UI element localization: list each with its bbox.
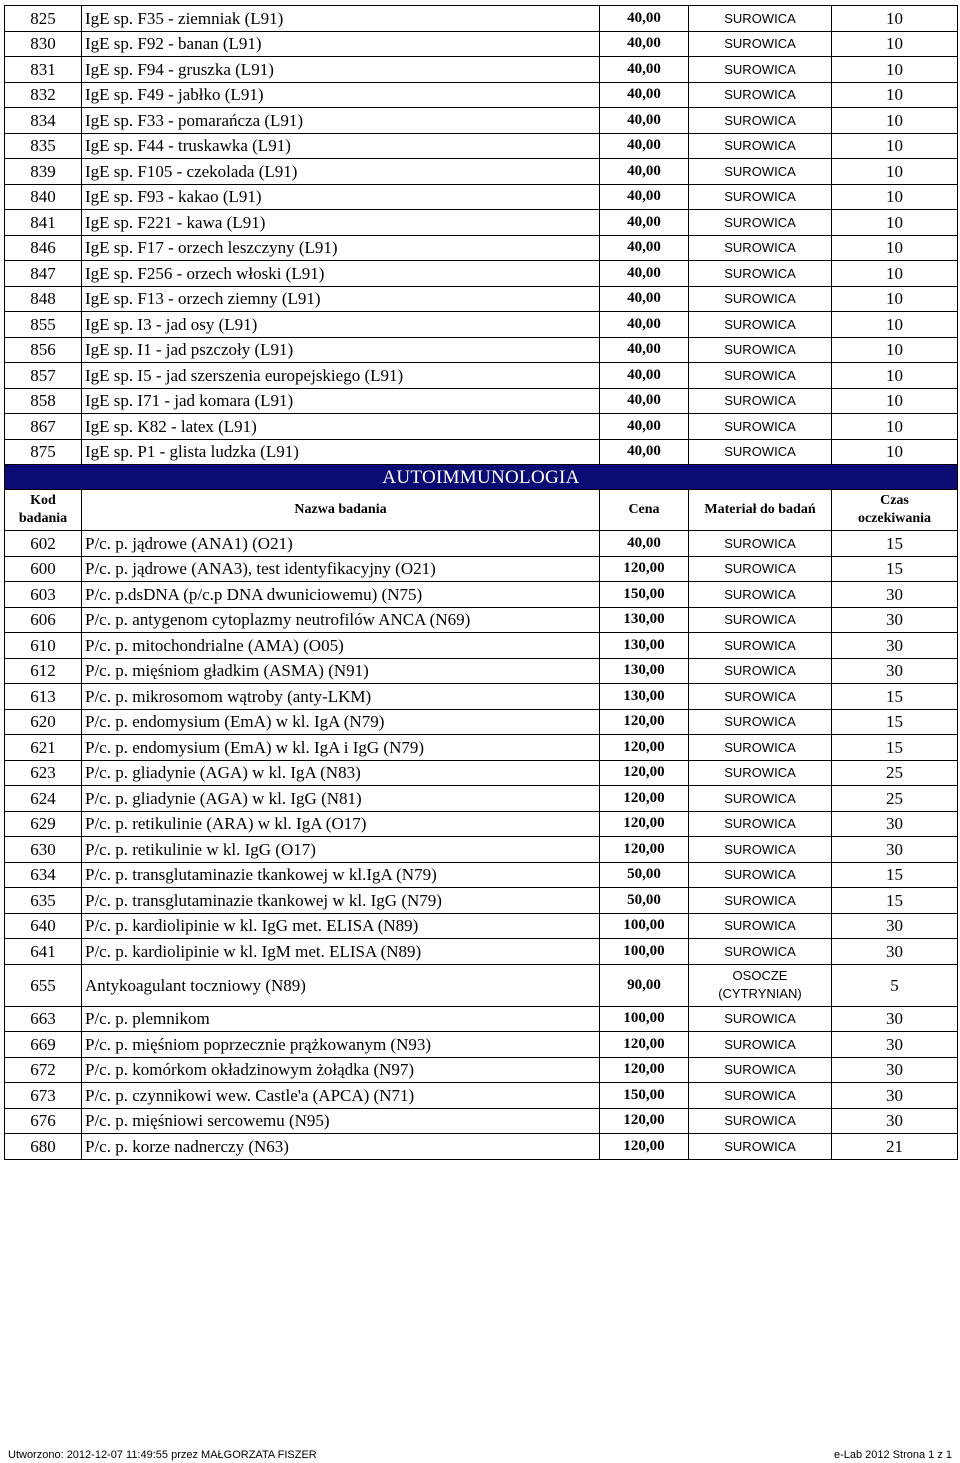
- row-price: 50,00: [600, 862, 689, 888]
- table-row: [5, 709, 958, 735]
- row-material: SUROWICA: [689, 337, 832, 363]
- row-code: 825: [5, 6, 82, 32]
- row-time: 10: [832, 6, 958, 32]
- row-material: SUROWICA: [689, 210, 832, 236]
- row-code: 676: [5, 1108, 82, 1134]
- row-code: 846: [5, 235, 82, 261]
- row-time: 30: [832, 913, 958, 939]
- row-price: 40,00: [600, 184, 689, 210]
- row-price: 40,00: [600, 57, 689, 83]
- row-time: 10: [832, 261, 958, 287]
- row-price: 40,00: [600, 6, 689, 32]
- row-code: 620: [5, 709, 82, 735]
- row-material: SUROWICA: [689, 414, 832, 440]
- row-material: SUROWICA: [689, 388, 832, 414]
- row-material: SUROWICA: [689, 735, 832, 761]
- row-material: SUROWICA: [689, 1057, 832, 1083]
- row-code: 672: [5, 1057, 82, 1083]
- row-time: 25: [832, 760, 958, 786]
- row-code: 841: [5, 210, 82, 236]
- row-code: 875: [5, 439, 82, 465]
- row-price: 120,00: [600, 837, 689, 863]
- row-code: 840: [5, 184, 82, 210]
- row-name: P/c. p. mitochondrialne (AMA) (O05): [82, 633, 600, 659]
- row-price: 120,00: [600, 760, 689, 786]
- row-material: SUROWICA: [689, 31, 832, 57]
- row-time: 30: [832, 1108, 958, 1134]
- row-name: IgE sp. F17 - orzech leszczyny (L91): [82, 235, 600, 261]
- row-name: P/c. p. retikulinie w kl. IgG (O17): [82, 837, 600, 863]
- row-name: P/c. p. mikrosomom wątroby (anty-LKM): [82, 684, 600, 710]
- row-code: 834: [5, 108, 82, 134]
- row-material: SUROWICA: [689, 57, 832, 83]
- row-time: 10: [832, 133, 958, 159]
- row-price: 120,00: [600, 1108, 689, 1134]
- row-time: 15: [832, 684, 958, 710]
- row-code: 835: [5, 133, 82, 159]
- row-code: 603: [5, 582, 82, 608]
- table-row: [5, 939, 958, 965]
- header-price: Cena: [600, 490, 689, 531]
- row-name: P/c. p. mięśniom poprzecznie prążkowanym (N93): [82, 1032, 600, 1058]
- row-material: SUROWICA: [689, 913, 832, 939]
- row-material: SUROWICA: [689, 811, 832, 837]
- row-time: 10: [832, 235, 958, 261]
- row-code: 610: [5, 633, 82, 659]
- row-time: 10: [832, 108, 958, 134]
- row-material: SUROWICA: [689, 709, 832, 735]
- row-code: 847: [5, 261, 82, 287]
- row-code: 867: [5, 414, 82, 440]
- row-time: 25: [832, 786, 958, 812]
- table-row: [5, 786, 958, 812]
- row-price: 130,00: [600, 684, 689, 710]
- row-time: 10: [832, 57, 958, 83]
- row-time: 30: [832, 1032, 958, 1058]
- row-material: SUROWICA: [689, 286, 832, 312]
- table-row: [5, 312, 958, 338]
- row-code: 613: [5, 684, 82, 710]
- table-row: [5, 439, 958, 465]
- table-row: [5, 1083, 958, 1109]
- row-price: 40,00: [600, 133, 689, 159]
- row-name: IgE sp. F49 - jabłko (L91): [82, 82, 600, 108]
- row-price: 100,00: [600, 913, 689, 939]
- row-price: 120,00: [600, 1134, 689, 1160]
- row-material: SUROWICA: [689, 159, 832, 185]
- row-time: 5: [832, 964, 958, 1006]
- row-code: 623: [5, 760, 82, 786]
- row-name: P/c. p. endomysium (EmA) w kl. IgA i IgG (N79): [82, 735, 600, 761]
- row-name: P/c. p. czynnikowi wew. Castle'a (APCA) (N71): [82, 1083, 600, 1109]
- row-name: P/c. p. transglutaminazie tkankowej w kl.IgA (N79): [82, 862, 600, 888]
- table-row: [5, 388, 958, 414]
- row-code: 629: [5, 811, 82, 837]
- row-price: 40,00: [600, 210, 689, 236]
- row-price: 120,00: [600, 556, 689, 582]
- row-name: IgE sp. F35 - ziemniak (L91): [82, 6, 600, 32]
- row-time: 21: [832, 1134, 958, 1160]
- row-time: 10: [832, 159, 958, 185]
- row-code: 635: [5, 888, 82, 914]
- table-row: [5, 184, 958, 210]
- row-time: 10: [832, 184, 958, 210]
- table-row: [5, 6, 958, 32]
- row-time: 10: [832, 337, 958, 363]
- row-time: 10: [832, 388, 958, 414]
- row-time: 30: [832, 1006, 958, 1032]
- row-material: SUROWICA: [689, 82, 832, 108]
- table-row: [5, 531, 958, 557]
- row-name: P/c. p. jądrowe (ANA3), test identyfikacyjny (O21): [82, 556, 600, 582]
- table-row: [5, 159, 958, 185]
- row-price: 150,00: [600, 1083, 689, 1109]
- row-name: P/c. p. kardiolipinie w kl. IgM met. ELISA (N89): [82, 939, 600, 965]
- header-code: Kod badania: [5, 490, 82, 531]
- table-row: [5, 913, 958, 939]
- row-material: SUROWICA: [689, 531, 832, 557]
- table-row: [5, 210, 958, 236]
- row-code: 680: [5, 1134, 82, 1160]
- row-time: 10: [832, 82, 958, 108]
- row-name: IgE sp. I5 - jad szerszenia europejskiego (L91): [82, 363, 600, 389]
- row-material: SUROWICA: [689, 439, 832, 465]
- table-row: [5, 261, 958, 287]
- row-price: 40,00: [600, 388, 689, 414]
- table-row: [5, 57, 958, 83]
- table-row: [5, 633, 958, 659]
- table-row: [5, 133, 958, 159]
- column-header-row: [5, 490, 958, 531]
- row-time: 30: [832, 811, 958, 837]
- table-row: [5, 31, 958, 57]
- footer-created: Utworzono: 2012-12-07 11:49:55 przez MAŁGORZATA FISZER: [8, 1449, 317, 1461]
- row-price: 40,00: [600, 414, 689, 440]
- section-title: AUTOIMMUNOLOGIA: [5, 465, 958, 490]
- row-price: 40,00: [600, 235, 689, 261]
- row-code: 663: [5, 1006, 82, 1032]
- row-name: IgE sp. F256 - orzech włoski (L91): [82, 261, 600, 287]
- row-code: 634: [5, 862, 82, 888]
- row-material: SUROWICA: [689, 939, 832, 965]
- row-code: 640: [5, 913, 82, 939]
- row-material: SUROWICA: [689, 862, 832, 888]
- row-time: 10: [832, 286, 958, 312]
- table-row: [5, 888, 958, 914]
- row-material: SUROWICA: [689, 658, 832, 684]
- row-material: SUROWICA: [689, 261, 832, 287]
- row-code: 600: [5, 556, 82, 582]
- row-material: SUROWICA: [689, 633, 832, 659]
- table-row: [5, 363, 958, 389]
- row-code: 630: [5, 837, 82, 863]
- row-code: 673: [5, 1083, 82, 1109]
- table-row: [5, 658, 958, 684]
- row-name: P/c. p. antygenom cytoplazmy neutrofilów ANCA (N69): [82, 607, 600, 633]
- row-name: IgE sp. F221 - kawa (L91): [82, 210, 600, 236]
- row-code: 655: [5, 964, 82, 1006]
- header-material: Materiał do badań: [689, 490, 832, 531]
- row-material: SUROWICA: [689, 363, 832, 389]
- row-name: P/c. p. korze nadnerczy (N63): [82, 1134, 600, 1160]
- row-price: 40,00: [600, 108, 689, 134]
- row-code: 602: [5, 531, 82, 557]
- row-price: 120,00: [600, 786, 689, 812]
- row-name: P/c. p. mięśniom gładkim (ASMA) (N91): [82, 658, 600, 684]
- row-name: P/c. p. gliadynie (AGA) w kl. IgG (N81): [82, 786, 600, 812]
- row-material: SUROWICA: [689, 108, 832, 134]
- row-code: 832: [5, 82, 82, 108]
- row-name: P/c. p. retikulinie (ARA) w kl. IgA (O17): [82, 811, 600, 837]
- row-name: IgE sp. F105 - czekolada (L91): [82, 159, 600, 185]
- row-material: SUROWICA: [689, 786, 832, 812]
- row-material: SUROWICA: [689, 760, 832, 786]
- row-name: P/c. p. endomysium (EmA) w kl. IgA (N79): [82, 709, 600, 735]
- row-price: 90,00: [600, 964, 689, 1006]
- header-name: Nazwa badania: [82, 490, 600, 531]
- row-material: SUROWICA: [689, 312, 832, 338]
- row-time: 30: [832, 658, 958, 684]
- row-price: 150,00: [600, 582, 689, 608]
- row-name: P/c. p. jądrowe (ANA1) (O21): [82, 531, 600, 557]
- row-material: SUROWICA: [689, 1006, 832, 1032]
- row-price: 40,00: [600, 286, 689, 312]
- table-row: [5, 964, 958, 1006]
- section-title-row: [5, 465, 958, 490]
- row-time: 15: [832, 709, 958, 735]
- row-material: SUROWICA: [689, 1134, 832, 1160]
- table-row: [5, 582, 958, 608]
- row-material: SUROWICA: [689, 1108, 832, 1134]
- table-row: [5, 811, 958, 837]
- row-price: 40,00: [600, 337, 689, 363]
- row-name: P/c. p. kardiolipinie w kl. IgG met. ELISA (N89): [82, 913, 600, 939]
- row-material: SUROWICA: [689, 184, 832, 210]
- row-code: 624: [5, 786, 82, 812]
- row-price: 120,00: [600, 1032, 689, 1058]
- row-price: 130,00: [600, 633, 689, 659]
- row-code: 669: [5, 1032, 82, 1058]
- row-material: SUROWICA: [689, 837, 832, 863]
- table-row: [5, 1006, 958, 1032]
- table-row: [5, 286, 958, 312]
- row-price: 120,00: [600, 1057, 689, 1083]
- row-material: SUROWICA: [689, 582, 832, 608]
- row-material: OSOCZE (CYTRYNIAN): [689, 964, 832, 1006]
- row-price: 40,00: [600, 312, 689, 338]
- row-price: 40,00: [600, 439, 689, 465]
- row-code: 857: [5, 363, 82, 389]
- row-time: 15: [832, 531, 958, 557]
- row-price: 40,00: [600, 531, 689, 557]
- row-time: 30: [832, 607, 958, 633]
- row-name: IgE sp. P1 - glista ludzka (L91): [82, 439, 600, 465]
- row-material: SUROWICA: [689, 607, 832, 633]
- footer-page-info: e-Lab 2012 Strona 1 z 1: [833, 1449, 952, 1461]
- row-name: IgE sp. F94 - gruszka (L91): [82, 57, 600, 83]
- row-time: 15: [832, 735, 958, 761]
- row-name: P/c. p. transglutaminazie tkankowej w kl. IgG (N79): [82, 888, 600, 914]
- row-code: 856: [5, 337, 82, 363]
- table-row: [5, 337, 958, 363]
- row-name: P/c. p. gliadynie (AGA) w kl. IgA (N83): [82, 760, 600, 786]
- table-row: [5, 760, 958, 786]
- row-time: 30: [832, 1083, 958, 1109]
- row-price: 40,00: [600, 159, 689, 185]
- row-name: P/c. p. plemnikom: [82, 1006, 600, 1032]
- row-material: SUROWICA: [689, 133, 832, 159]
- row-price: 50,00: [600, 888, 689, 914]
- table-row: [5, 1134, 958, 1160]
- row-time: 30: [832, 582, 958, 608]
- table-row: [5, 862, 958, 888]
- autoimmunology-section: [5, 465, 958, 531]
- row-code: 855: [5, 312, 82, 338]
- row-price: 40,00: [600, 31, 689, 57]
- row-price: 40,00: [600, 261, 689, 287]
- row-price: 120,00: [600, 735, 689, 761]
- row-price: 40,00: [600, 82, 689, 108]
- row-name: IgE sp. F93 - kakao (L91): [82, 184, 600, 210]
- row-name: IgE sp. F13 - orzech ziemny (L91): [82, 286, 600, 312]
- row-code: 830: [5, 31, 82, 57]
- row-name: P/c. p. mięśniowi sercowemu (N95): [82, 1108, 600, 1134]
- row-name: IgE sp. I1 - jad pszczoły (L91): [82, 337, 600, 363]
- row-material: SUROWICA: [689, 888, 832, 914]
- row-price: 130,00: [600, 607, 689, 633]
- row-material: SUROWICA: [689, 235, 832, 261]
- row-code: 848: [5, 286, 82, 312]
- price-list-table: [4, 5, 958, 1160]
- row-time: 10: [832, 312, 958, 338]
- row-name: P/c. p.dsDNA (p/c.p DNA dwuniciowemu) (N75): [82, 582, 600, 608]
- row-name: IgE sp. I71 - jad komara (L91): [82, 388, 600, 414]
- table-row: [5, 684, 958, 710]
- row-name: Antykoagulant toczniowy (N89): [82, 964, 600, 1006]
- row-time: 30: [832, 939, 958, 965]
- row-price: 120,00: [600, 811, 689, 837]
- table-row: [5, 414, 958, 440]
- row-price: 100,00: [600, 1006, 689, 1032]
- row-time: 10: [832, 210, 958, 236]
- row-name: IgE sp. F33 - pomarańcza (L91): [82, 108, 600, 134]
- row-time: 15: [832, 862, 958, 888]
- table-row: [5, 82, 958, 108]
- row-material: SUROWICA: [689, 1032, 832, 1058]
- row-price: 120,00: [600, 709, 689, 735]
- row-material: SUROWICA: [689, 556, 832, 582]
- row-price: 100,00: [600, 939, 689, 965]
- row-code: 612: [5, 658, 82, 684]
- header-time: Czas oczekiwania: [832, 490, 958, 531]
- row-material: SUROWICA: [689, 1083, 832, 1109]
- table-row: [5, 108, 958, 134]
- row-name: IgE sp. F92 - banan (L91): [82, 31, 600, 57]
- row-time: 10: [832, 439, 958, 465]
- row-price: 130,00: [600, 658, 689, 684]
- row-code: 831: [5, 57, 82, 83]
- row-name: IgE sp. F44 - truskawka (L91): [82, 133, 600, 159]
- table-row: [5, 556, 958, 582]
- row-time: 30: [832, 1057, 958, 1083]
- row-time: 10: [832, 363, 958, 389]
- row-material: SUROWICA: [689, 684, 832, 710]
- table-row: [5, 1032, 958, 1058]
- row-time: 10: [832, 414, 958, 440]
- row-material: SUROWICA: [689, 6, 832, 32]
- row-code: 839: [5, 159, 82, 185]
- row-code: 621: [5, 735, 82, 761]
- table-row: [5, 1108, 958, 1134]
- autoimmunology-rows: [5, 531, 958, 1160]
- row-time: 30: [832, 837, 958, 863]
- row-name: IgE sp. K82 - latex (L91): [82, 414, 600, 440]
- row-time: 30: [832, 633, 958, 659]
- table-row: [5, 235, 958, 261]
- row-time: 10: [832, 31, 958, 57]
- table-row: [5, 735, 958, 761]
- allergy-section: [5, 6, 958, 465]
- table-row: [5, 1057, 958, 1083]
- table-row: [5, 837, 958, 863]
- row-name: IgE sp. I3 - jad osy (L91): [82, 312, 600, 338]
- row-code: 641: [5, 939, 82, 965]
- row-price: 40,00: [600, 363, 689, 389]
- table-row: [5, 607, 958, 633]
- row-time: 15: [832, 556, 958, 582]
- row-code: 606: [5, 607, 82, 633]
- row-time: 15: [832, 888, 958, 914]
- row-code: 858: [5, 388, 82, 414]
- row-name: P/c. p. komórkom okładzinowym żołądka (N97): [82, 1057, 600, 1083]
